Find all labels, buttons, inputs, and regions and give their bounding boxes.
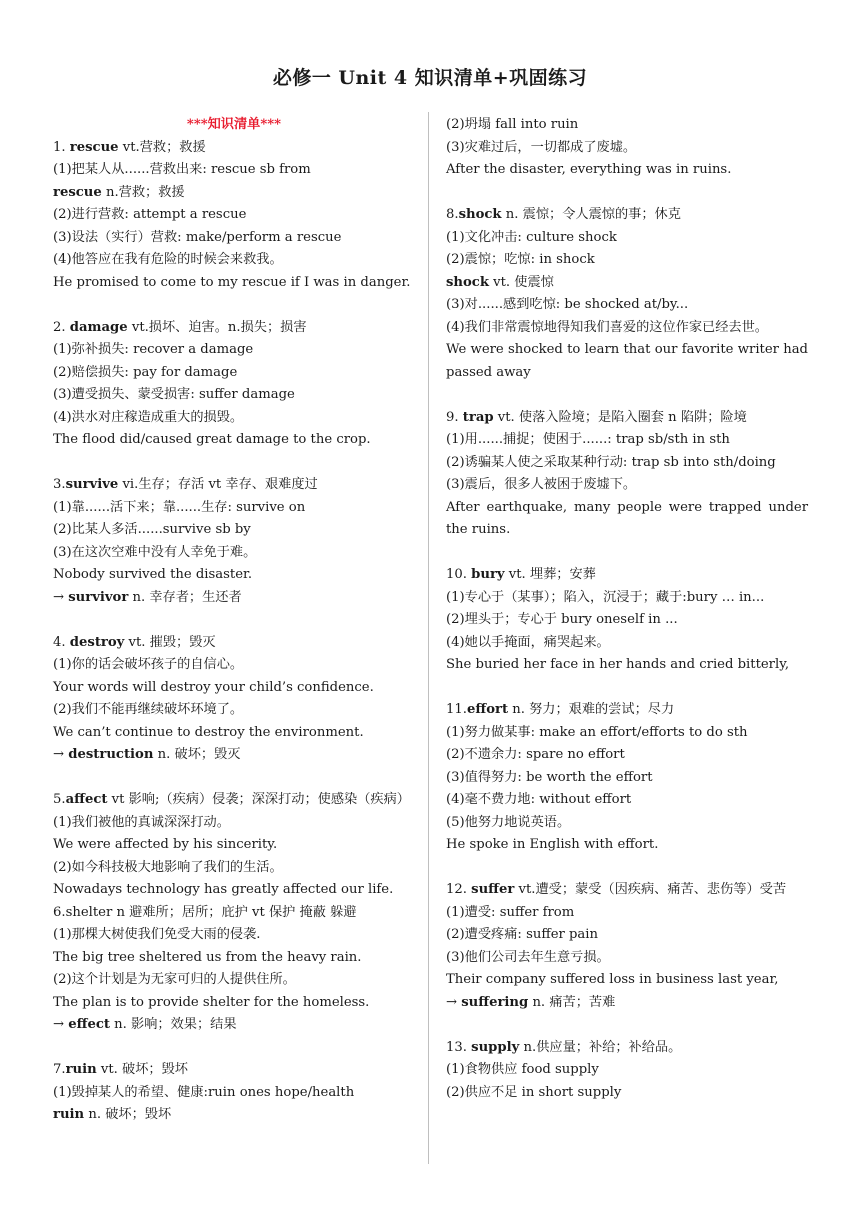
text-line [53, 992, 415, 1015]
text-line [53, 722, 415, 745]
blank-line [53, 767, 415, 790]
text-line [53, 159, 415, 182]
blank-line [53, 294, 415, 317]
line-text: 3. [53, 477, 66, 492]
line-text: (1)遭受: suffer from [446, 904, 575, 920]
text-line [446, 249, 808, 272]
text-line [446, 834, 808, 857]
text-line [446, 137, 808, 160]
headword: survive [65, 477, 119, 492]
text-line [446, 744, 808, 767]
line-text: n.供应量；补给；补给品。 [519, 1039, 682, 1055]
line-text: The plan is to provide shelter for the homeless. [53, 994, 370, 1010]
line-text: 12. [446, 882, 472, 897]
headword: shock [446, 274, 489, 290]
line-text: (2)不遗余力: spare no effort [446, 747, 625, 762]
headword: effect [68, 1017, 110, 1032]
text-line [446, 812, 808, 835]
text-line [53, 834, 415, 857]
text-line [53, 474, 415, 497]
line-text: 11. [446, 702, 467, 717]
text-line [446, 159, 808, 182]
text-line [446, 1059, 808, 1082]
line-text: → [53, 1017, 69, 1032]
line-text: (1)把某人从......营救出来: rescue sb from [53, 162, 311, 177]
text-line [446, 947, 808, 970]
text-line [446, 969, 808, 992]
text-line [53, 812, 415, 835]
line-text: vi.生存；存活 vt 幸存、艰难度过 [118, 477, 318, 492]
blank-line [53, 609, 415, 632]
text-line [53, 384, 415, 407]
blank-line [446, 542, 808, 565]
text-line [53, 1104, 415, 1127]
line-text: (1)你的话会破坏孩子的自信心。 [53, 657, 244, 672]
text-line [446, 429, 808, 452]
text-line [53, 249, 415, 272]
text-line [53, 564, 415, 587]
text-line [446, 452, 808, 475]
line-text: (5)他努力地说英语。 [446, 814, 571, 830]
line-text: vt. 使震惊 [488, 274, 554, 290]
line-text: vt.营救；救援 [118, 139, 206, 155]
text-line [446, 992, 808, 1015]
headword: shock [458, 207, 502, 222]
headword: trap [462, 409, 494, 425]
text-line [446, 227, 808, 250]
text-line [446, 1037, 808, 1060]
blank-line [53, 452, 415, 475]
text-line [446, 294, 808, 317]
line-text: (4)她以手掩面，痛哭起来。 [446, 634, 610, 650]
line-text: He spoke in English with effort. [446, 837, 659, 852]
line-text: (3)值得努力: be worth the effort [446, 769, 653, 785]
text-line [53, 1014, 415, 1037]
text-line [446, 699, 808, 722]
text-line [53, 677, 415, 700]
line-text: She buried her face in her hands and cried bitterly, [446, 657, 790, 672]
text-line [446, 339, 808, 384]
line-text: Their company suffered loss in business last year, [446, 972, 779, 987]
line-text: (1)弥补损失: recover a damage [53, 342, 254, 357]
line-text: Your words will destroy your child’s confidence. [53, 679, 374, 695]
text-line [446, 632, 808, 655]
right-column [446, 114, 808, 1104]
line-text: → [53, 589, 69, 605]
line-text: (2)赔偿损失: pay for damage [53, 364, 238, 380]
line-text: (1)努力做某事: make an effort/efforts to do sth [446, 724, 748, 740]
line-text: (2)比某人多活......survive sb by [53, 522, 251, 537]
text-line [446, 497, 808, 542]
line-text: vt.遭受；蒙受（因疾病、痛苦、悲伤等）受苦 [514, 882, 787, 897]
line-text: 5. [53, 792, 66, 807]
line-text: We can’t continue to destroy the environment. [53, 724, 364, 740]
left-column [53, 114, 415, 1127]
line-text: (1)那棵大树使我们免受大雨的侵袭. [53, 927, 261, 942]
line-text: (2)埋头于；专心于 bury oneself in ... [446, 612, 678, 627]
line-text: n. 影响；效果；结果 [109, 1017, 237, 1032]
line-text: 13. [446, 1039, 472, 1055]
line-text: vt 影响;（疾病）侵袭；深深打动；使感染（疾病） [107, 792, 410, 807]
line-text: (4)我们非常震惊地得知我们喜爱的这位作家已经去世。 [446, 319, 768, 335]
text-line [53, 789, 415, 812]
text-line [446, 789, 808, 812]
text-line [446, 722, 808, 745]
line-text: vt. 使落入险境；是陷入圈套 n 陷阱；险境 [493, 409, 747, 425]
text-line [446, 474, 808, 497]
line-text: (4)毫不费力地: without effort [446, 792, 632, 807]
line-text: n. 努力；艰难的尝试；尽力 [508, 702, 675, 717]
line-text: (3)震后，很多人被困于废墟下。 [446, 477, 637, 492]
line-text: (2)进行营救: attempt a rescue [53, 207, 247, 222]
line-text: (4)洪水对庄稼造成重大的损毁。 [53, 409, 244, 425]
line-text: (1)专心于（某事）；陷入，沉浸于；藏于:bury … in... [446, 589, 765, 605]
text-line [446, 924, 808, 947]
line-text: (1)我们被他的真诚深深打动。 [53, 814, 230, 830]
line-text: (2)如今科技极大地影响了我们的生活。 [53, 859, 283, 875]
text-line [446, 272, 808, 295]
line-text: (2)诱骗某人使之采取某种行动: trap sb into sth/doing [446, 454, 776, 470]
line-text: vt.损坏、迫害。n.损失；损害 [127, 319, 307, 335]
text-line [53, 317, 415, 340]
text-line [53, 947, 415, 970]
headword: damage [69, 319, 128, 335]
line-text: ***知识清单*** [186, 117, 282, 132]
text-line [53, 429, 415, 452]
line-text: → [446, 994, 462, 1010]
line-text: (2)供应不足 in short supply [446, 1084, 622, 1100]
line-text: (3)遭受损失、蒙受损害: suffer damage [53, 387, 295, 402]
line-text: 4. [53, 634, 70, 650]
section-title [53, 114, 415, 137]
text-line [446, 407, 808, 430]
text-line [53, 654, 415, 677]
line-text: (3)对......感到吃惊: be shocked at/by... [446, 297, 689, 312]
text-line [446, 1082, 808, 1105]
text-line [53, 182, 415, 205]
line-text: (2)我们不能再继续破坏环境了。 [53, 702, 244, 717]
headword: suffering [461, 994, 529, 1010]
line-text: Nobody survived the disaster. [53, 567, 253, 582]
page-title: 必修一 Unit 4 知识清单+巩固练习 [272, 67, 588, 89]
text-line [446, 564, 808, 587]
line-text: 9. [446, 409, 463, 425]
blank-line [446, 677, 808, 700]
text-line [53, 1082, 415, 1105]
text-line [53, 497, 415, 520]
line-text: → [53, 747, 69, 762]
line-text: He promised to come to my rescue if I was in danger. [53, 274, 411, 290]
text-line [446, 317, 808, 340]
headword: ruin [65, 1062, 97, 1077]
line-text: (3)他们公司去年生意亏损。 [446, 949, 610, 965]
text-line [446, 879, 808, 902]
line-text: After earthquake, many people were trapped under the ruins. [446, 499, 808, 537]
text-line [53, 924, 415, 947]
line-text: We were shocked to learn that our favorite writer had passed away [446, 342, 808, 380]
text-line [446, 902, 808, 925]
line-text: (1)用......捕捉；使困于......: trap sb/sth in sth [446, 432, 730, 447]
blank-line [446, 182, 808, 205]
line-text: After the disaster, everything was in ruins. [446, 162, 732, 177]
text-line [53, 339, 415, 362]
line-text: vt. 摧毁；毁灭 [124, 634, 216, 650]
text-line [53, 744, 415, 767]
headword: ruin [53, 1107, 85, 1122]
headword: bury [471, 567, 505, 582]
line-text: (2)坍塌 fall into ruin [446, 117, 579, 132]
line-text: (3)灾难过后，一切都成了废墟。 [446, 139, 637, 155]
text-line [446, 204, 808, 227]
text-line [53, 587, 415, 610]
line-text: (1)食物供应 food supply [446, 1062, 599, 1077]
line-text: 10. [446, 567, 472, 582]
text-line [53, 362, 415, 385]
blank-line [446, 384, 808, 407]
headword: rescue [69, 139, 119, 155]
text-line [53, 699, 415, 722]
line-text: (3)设法（实行）营救: make/perform a rescue [53, 229, 342, 245]
line-text: (3)在这次空难中没有人幸免于难。 [53, 544, 257, 560]
line-text: (2)遭受疼痛: suffer pain [446, 927, 599, 942]
line-text: n. 破坏；毁坏 [84, 1107, 172, 1122]
line-text: 2. [53, 319, 70, 335]
text-line [53, 137, 415, 160]
line-text: n. 破坏；毁灭 [153, 747, 241, 762]
blank-line [446, 1014, 808, 1037]
text-line [53, 969, 415, 992]
text-line [53, 902, 415, 925]
line-text: n. 痛苦；苦难 [528, 994, 616, 1010]
line-text: (2)这个计划是为无家可归的人提供住所。 [53, 972, 296, 987]
line-text: We were affected by his sincerity. [53, 837, 278, 852]
text-line [53, 1059, 415, 1082]
headword: supply [471, 1039, 520, 1055]
text-line [53, 519, 415, 542]
text-line [53, 632, 415, 655]
line-text: n. 幸存者；生还者 [128, 589, 242, 605]
text-line [53, 857, 415, 880]
blank-line [53, 1037, 415, 1060]
line-text: 7. [53, 1062, 66, 1077]
text-line [446, 609, 808, 632]
line-text: 8. [446, 207, 459, 222]
headword: affect [65, 792, 108, 807]
text-line [53, 542, 415, 565]
text-line [53, 879, 415, 902]
line-text: vt. 破坏；毁坏 [96, 1062, 188, 1077]
line-text: Nowadays technology has greatly affected our life. [53, 882, 394, 897]
text-line [446, 114, 808, 137]
column-divider [428, 112, 429, 1164]
line-text: The flood did/caused great damage to the crop. [53, 432, 371, 447]
text-line [446, 587, 808, 610]
headword: destruction [68, 747, 154, 762]
line-text: 1. [53, 139, 70, 155]
text-line [53, 227, 415, 250]
line-text: vt. 埋葬；安葬 [504, 567, 596, 582]
line-text: (2)震惊；吃惊: in shock [446, 252, 595, 267]
headword: rescue [53, 184, 102, 200]
line-text: (4)他答应在我有危险的时候会来救我。 [53, 252, 283, 267]
line-text: (1)靠......活下来；靠......生存: survive on [53, 499, 306, 515]
line-text: 6.shelter n 避难所；居所；庇护 vt 保护 掩蔽 躲避 [53, 904, 357, 920]
blank-line [446, 857, 808, 880]
headword: suffer [471, 882, 515, 897]
headword: effort [466, 702, 509, 717]
line-text: n. 震惊；令人震惊的事；休克 [501, 207, 681, 222]
line-text: The big tree sheltered us from the heavy rain. [53, 949, 362, 965]
text-line [53, 407, 415, 430]
line-text: (1)文化冲击: culture shock [446, 229, 617, 245]
line-text: (1)毁掉某人的希望、健康:ruin ones hope/health [53, 1084, 355, 1100]
text-line [446, 767, 808, 790]
headword: destroy [69, 634, 125, 650]
headword: survivor [68, 589, 129, 605]
text-line [53, 272, 415, 295]
text-line [446, 654, 808, 677]
text-line [53, 204, 415, 227]
line-text: n.营救；救援 [101, 184, 185, 200]
